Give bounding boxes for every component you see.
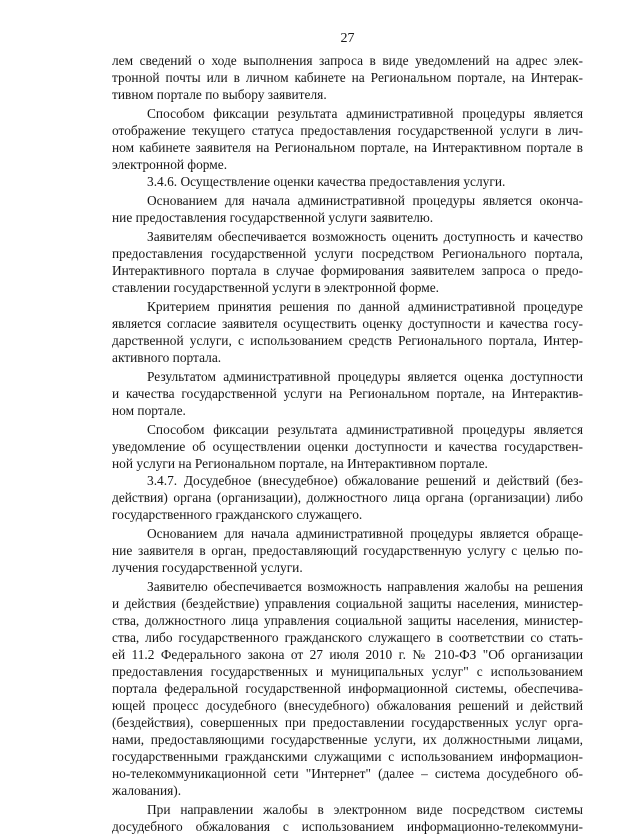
page-number: 27 (340, 31, 355, 46)
text-line: активного портала. (112, 350, 222, 365)
text-line: Способом фиксации результата административной процедуры является (147, 422, 583, 437)
text-line: электронной форме. (112, 157, 228, 172)
text-line: ном портале. (112, 403, 186, 418)
text-line: Интерактивного портала в случае формирования заявителем запроса о предо- (112, 263, 583, 278)
text-line: лучения государственной услуги. (112, 560, 303, 575)
text-line: ние заявителя в орган, предоставляющий государственную услугу с целью по- (112, 543, 583, 558)
text-line: ние предоставления государственной услуги заявителю. (112, 210, 434, 225)
text-line: государственными гражданскими служащими с использованием информацион- (112, 749, 583, 764)
text-line: Заявителям обеспечивается возможность оценить доступность и качество (147, 229, 583, 244)
text-line: тронной почты или в личном кабинете на Региональном портале, на Интерак- (112, 70, 583, 85)
text-line: действия) органа (организации), должностного лица органа (организации) либо (112, 490, 583, 505)
text-line: ства, должностного лица управления социальной защиты населения, министер- (112, 613, 583, 628)
text-line: лем сведений о ходе выполнения запроса в виде уведомлений на адрес элек- (112, 53, 583, 68)
text-line: (бездействия), совершенных при предоставлении государственных услуг орга- (112, 715, 583, 730)
text-line: досудебного обжалования с использованием информационно-телекоммуни- (112, 819, 583, 834)
text-line: При направлении жалобы в электронном виде посредством системы (147, 802, 583, 817)
text-line: Заявителю обеспечивается возможность направления жалобы на решения (147, 579, 583, 594)
text-line: ном кабинете заявителя на Региональном портале, на Интерактивном портале в (112, 140, 583, 155)
text-line: жалования). (112, 783, 182, 798)
text-line: 3.4.7. Досудебное (внесудебное) обжалование решений и действий (без- (147, 473, 583, 488)
text-line: Результатом административной процедуры является оценка доступности (147, 369, 583, 384)
text-line: ей 11.2 Федерального закона от 27 июля 2010 г. № 210-ФЗ "Об организации (112, 647, 583, 662)
text-line: ства, либо государственного гражданского служащего в соответствии со стать- (112, 630, 583, 645)
text-line: и действия (бездействие) управления социальной защиты населения, министер- (112, 596, 583, 611)
text-line: портала федеральной государственной информационной системы, обеспечива- (112, 681, 583, 696)
text-line: Основанием для начала административной процедуры является обраще- (147, 526, 583, 541)
text-line: государственного гражданского служащего. (112, 507, 363, 522)
text-line: но-телекоммуникационной сети "Интернет" (далее – система досудебного об- (112, 766, 583, 781)
text-line: предоставления государственных и муниципальных услуг" с использованием (112, 664, 583, 679)
text-line: Основанием для начала административной процедуры является оконча- (147, 193, 583, 208)
document-body (112, 52, 583, 835)
text-line: предоставления государственной услуги посредством Регионального портала, (112, 246, 583, 261)
text-line: дарственной услуги, с использованием средств Регионального портала, Интер- (112, 333, 583, 348)
text-line: тивном портале по выбору заявителя. (112, 87, 327, 102)
text-line: ставлении государственной услуги в электронной форме. (112, 280, 440, 295)
text-line: является согласие заявителя осуществить оценку доступности и качества госу- (112, 316, 583, 331)
text-line: Критерием принятия решения по данной административной процедуре (147, 299, 583, 314)
text-line: нами, предоставляющими государственные услуги, их должностными лицами, (112, 732, 583, 747)
text-line: ющей процесс досудебного (внесудебного) обжалования решений и действий (112, 698, 583, 713)
text-line: и качества государственной услуги на Региональном портале, на Интерактив- (112, 386, 583, 401)
text-line: 3.4.6. Осуществление оценки качества предоставления услуги. (147, 174, 506, 189)
text-line: отображение текущего статуса предоставления государственной услуги в лич- (112, 123, 583, 138)
text-line: уведомление об осуществлении оценки доступности и качества государствен- (112, 439, 583, 454)
text-line: Способом фиксации результата административной процедуры является (147, 106, 583, 121)
text-line: ной услуги на Региональном портале, на Интерактивном портале. (112, 456, 488, 471)
